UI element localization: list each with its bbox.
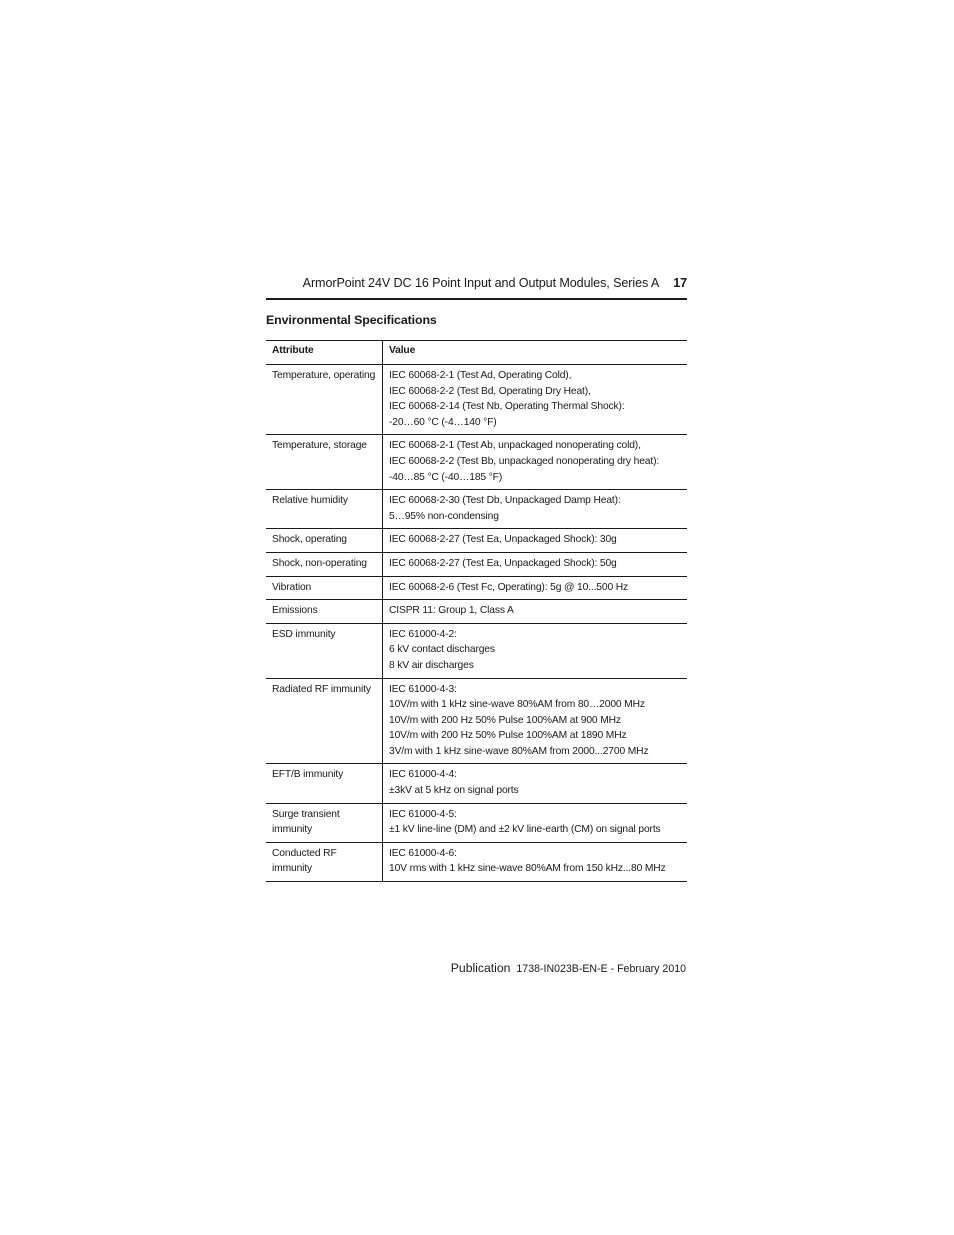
table-row	[266, 552, 687, 576]
section-title: Environmental Specifications	[266, 313, 437, 327]
value-text: -40…85 °C (-40…185 °F)	[389, 471, 503, 483]
attribute-text: Emissions	[272, 605, 318, 617]
attribute-text: Radiated RF immunity	[272, 683, 371, 695]
value-text: IEC 61000-4-3:	[389, 683, 457, 695]
attribute-text: Surge transient	[272, 808, 340, 820]
value-cell	[383, 842, 688, 881]
attribute-cell	[266, 529, 383, 553]
value-text: IEC 60068-2-14 (Test Nb, Operating Thermal Shock):	[389, 401, 625, 413]
table-row	[266, 678, 687, 764]
environmental-specifications-table	[266, 340, 687, 882]
page-header	[266, 276, 687, 290]
value-text: 8 kV air discharges	[389, 659, 474, 671]
table-row	[266, 435, 687, 490]
attribute-cell	[266, 600, 383, 624]
page-footer	[266, 961, 686, 975]
value-cell	[383, 623, 688, 678]
value-text: 10V/m with 200 Hz 50% Pulse 100%AM at 900 MHz	[389, 714, 621, 726]
attribute-cell	[266, 365, 383, 435]
value-cell	[383, 576, 688, 600]
value-text: IEC 60068-2-27 (Test Ea, Unpackaged Shock): 50g	[389, 557, 617, 569]
value-text: IEC 60068-2-2 (Test Bd, Operating Dry Heat),	[389, 385, 591, 397]
attribute-cell	[266, 842, 383, 881]
attribute-cell	[266, 552, 383, 576]
value-cell	[383, 764, 688, 803]
attribute-text: EFT/B immunity	[272, 769, 344, 781]
page-number: 17	[673, 276, 687, 290]
value-text: IEC 60068-2-1 (Test Ab, unpackaged nonoperating cold),	[389, 440, 641, 452]
value-cell	[383, 678, 688, 764]
attribute-cell	[266, 435, 383, 490]
attribute-text: Relative humidity	[272, 495, 348, 507]
value-text: 3V/m with 1 kHz sine-wave 80%AM from 2000...2700 MHz	[389, 745, 649, 757]
value-text: IEC 61000-4-5:	[389, 808, 457, 820]
value-cell	[383, 529, 688, 553]
attribute-cell	[266, 623, 383, 678]
table-row	[266, 600, 687, 624]
table-row	[266, 576, 687, 600]
publication-number: 1738-IN023B-EN-E - February 2010	[516, 963, 686, 975]
attribute-text: Vibration	[272, 581, 312, 593]
value-text: IEC 61000-4-6:	[389, 847, 457, 859]
table-row	[266, 764, 687, 803]
value-text: IEC 61000-4-4:	[389, 769, 457, 781]
value-cell	[383, 803, 688, 842]
value-text: ±1 kV line-line (DM) and ±2 kV line-earth (CM) on signal ports	[389, 824, 661, 836]
value-text: ±3kV at 5 kHz on signal ports	[389, 785, 519, 797]
column-header-attribute: Attribute	[266, 341, 383, 365]
attribute-cell	[266, 576, 383, 600]
value-text: 10V/m with 200 Hz 50% Pulse 100%AM at 1890 MHz	[389, 730, 627, 742]
value-cell	[383, 552, 688, 576]
attribute-cell	[266, 764, 383, 803]
value-text: 6 kV contact discharges	[389, 644, 495, 656]
value-text: IEC 60068-2-1 (Test Ad, Operating Cold),	[389, 370, 572, 381]
attribute-cell	[266, 490, 383, 529]
column-header-value: Value	[383, 341, 688, 365]
header-rule	[266, 298, 687, 300]
attribute-text: Shock, non-operating	[272, 557, 367, 569]
table-row	[266, 842, 687, 881]
value-cell	[383, 490, 688, 529]
attribute-text: Temperature, operating	[272, 370, 376, 381]
attribute-text: Conducted RF	[272, 847, 337, 859]
attribute-text: ESD immunity	[272, 628, 336, 640]
value-text: CISPR 11: Group 1, Class A	[389, 605, 514, 617]
attribute-text: Shock, operating	[272, 534, 347, 546]
table-header-row	[266, 341, 687, 365]
value-text: IEC 61000-4-2:	[389, 628, 457, 640]
value-cell	[383, 365, 688, 435]
value-text: IEC 60068-2-27 (Test Ea, Unpackaged Shock): 30g	[389, 534, 617, 546]
value-text: 10V/m with 1 kHz sine-wave 80%AM from 80…2000 MHz	[389, 699, 645, 711]
value-text: 10V rms with 1 kHz sine-wave 80%AM from 150 kHz...80 MHz	[389, 863, 666, 875]
table-body	[266, 365, 687, 882]
value-cell	[383, 600, 688, 624]
table-row	[266, 803, 687, 842]
attribute-text: Temperature, storage	[272, 440, 367, 452]
attribute-cell	[266, 803, 383, 842]
value-text: IEC 60068-2-2 (Test Bb, unpackaged nonoperating dry heat):	[389, 455, 660, 467]
value-cell	[383, 435, 688, 490]
value-text: IEC 60068-2-30 (Test Db, Unpackaged Damp Heat):	[389, 495, 621, 507]
attribute-cell	[266, 678, 383, 764]
value-text: IEC 60068-2-6 (Test Fc, Operating): 5g @ 10...500 Hz	[389, 581, 629, 593]
publication-label: Publication	[450, 961, 511, 975]
document-title: ArmorPoint 24V DC 16 Point Input and Output Modules, Series A	[302, 276, 660, 290]
table-row	[266, 623, 687, 678]
table-row	[266, 529, 687, 553]
value-text: 5…95% non-condensing	[389, 510, 499, 522]
value-text: -20…60 °C (-4…140 °F)	[389, 416, 497, 428]
attribute-text: immunity	[272, 824, 312, 836]
attribute-text: immunity	[272, 863, 312, 875]
table-row	[266, 490, 687, 529]
table-row	[266, 365, 687, 435]
